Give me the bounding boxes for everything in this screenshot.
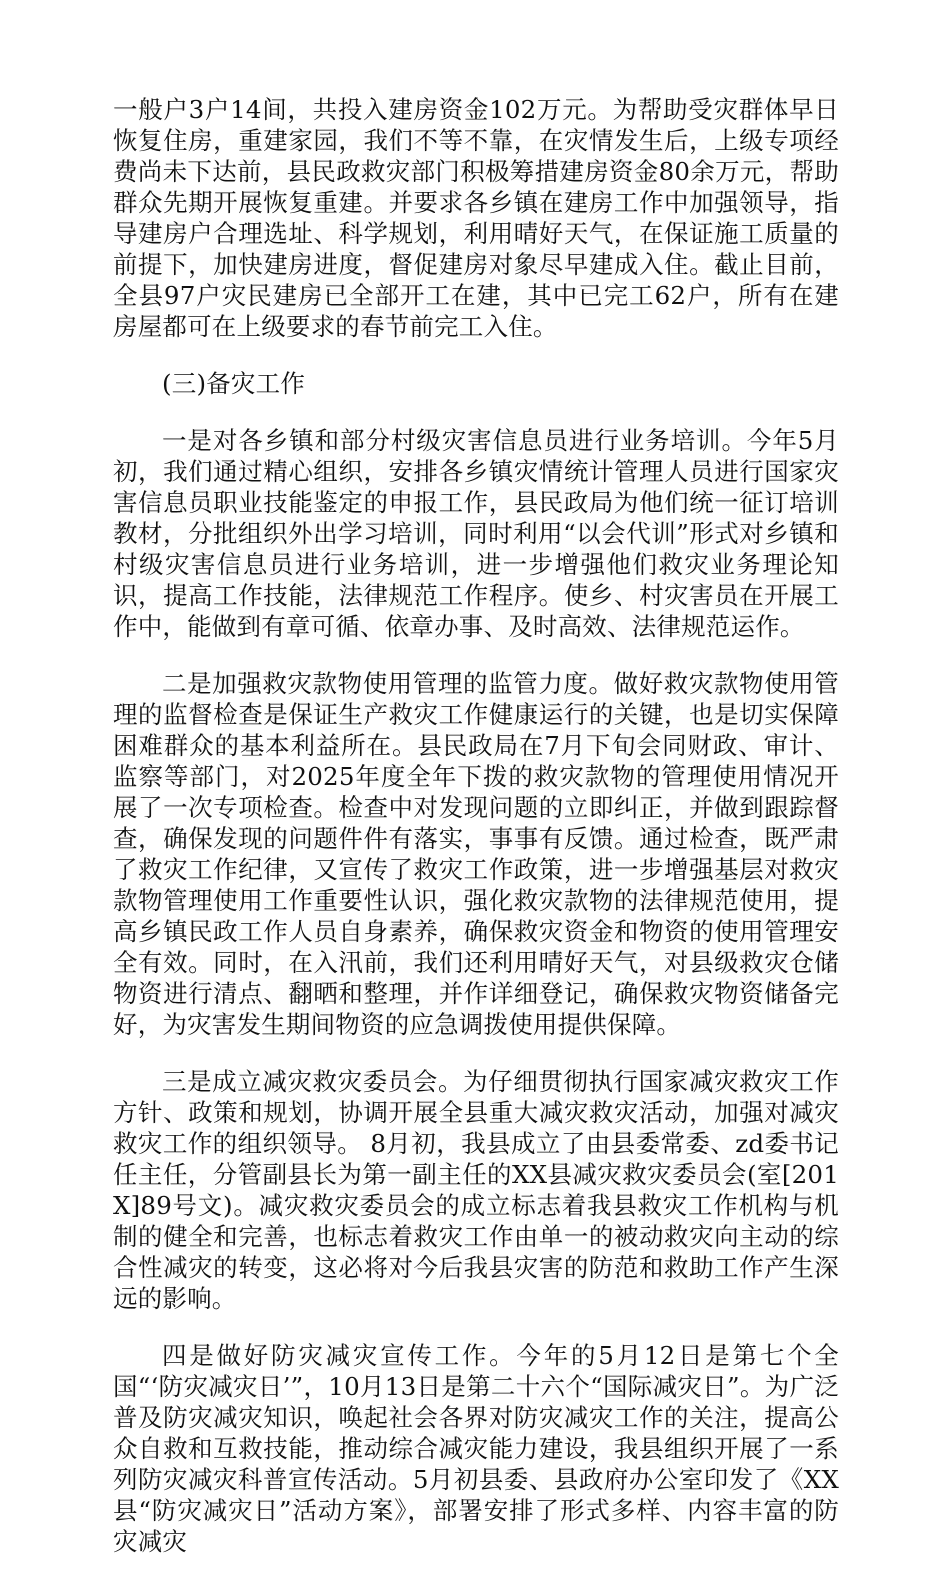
paragraph-information-officer-training: 一是对各乡镇和部分村级灾害信息员进行业务培训。今年5月初，我们通过精心组织，安排各乡镇灾情统计管理人员进行国家灾害信息员职业技能鉴定的申报工作，县民政局为他们统一征订培训教材，分批组织外出学习培训，同时利用“以会代训”形式对乡镇和村级灾害信息员进行业务培训，进一步增强他们救灾业务理论知识，提高工作技能，法律规范工作程序。使乡、村灾害员在开展工作中，能做到有章可循、依章办事、及时高效、法律规范运作。 xyxy=(113,426,839,641)
paragraph-disaster-reduction-committee: 三是成立减灾救灾委员会。为仔细贯彻执行国家减灾救灾工作方针、政策和规划，协调开展全县重大减灾救灾活动，加强对减灾救灾工作的组织领导。 8月初，我县成立了由县委常委、zd委书记任主任，分管副县长为第一副主任的XX县减灾救灾委员会(室[201X]89号文)。减灾救灾委员会的成立标志着我县救灾工作机构与机制的健全和完善，也标志着救灾工作由单一的被动救灾向主动的综合性减灾的转变，这必将对今后我县灾害的防范和救助工作产生深远的影响。 xyxy=(113,1067,839,1313)
paragraph-relief-funds-supervision: 二是加强救灾款物使用管理的监管力度。做好救灾款物使用管理的监督检查是保证生产救灾工作健康运行的关键，也是切实保障困难群众的基本利益所在。县民政局在7月下旬会同财政、审计、监察等部门，对2025年度全年下拨的救灾款物的管理使用情况开展了一次专项检查。检查中对发现问题的立即纠正，并做到跟踪督查，确保发现的问题件件有落实，事事有反馈。通过检查，既严肃了救灾工作纪律，又宣传了救灾工作政策，进一步增强基层对救灾款物管理使用工作重要性认识，强化救灾款物的法律规范使用，提高乡镇民政工作人员自身素养，确保救灾资金和物资的使用管理安全有效。同时，在入汛前，我们还利用晴好天气，对县级救灾仓储物资进行清点、翻晒和整理，并作详细登记，确保救灾物资储备完好，为灾害发生期间物资的应急调拨使用提供保障。 xyxy=(113,669,839,1039)
document-page xyxy=(113,94,839,1583)
section-heading-disaster-preparedness: (三)备灾工作 xyxy=(162,369,306,398)
paragraph-publicity-work: 四是做好防灾减灾宣传工作。今年的5月12日是第七个全国“‘防灾减灾日’”，10月13日是第二十六个“国际减灾日”。为广泛普及防灾减灾知识，唤起社会各界对防灾减灾工作的关注，提高公众自救和互救技能，推动综合减灾能力建设，我县组织开展了一系列防灾减灾科普宣传活动。5月初县委、县政府办公室印发了《XX县“防灾减灾日”活动方案》，部署安排了形式多样、内容丰富的防灾减灾 xyxy=(113,1341,839,1556)
paragraph-housing-reconstruction: 一般户3户14间，共投入建房资金102万元。为帮助受灾群体早日恢复住房，重建家园，我们不等不靠，在灾情发生后，上级专项经费尚未下达前，县民政救灾部门积极筹措建房资金80余万元，帮助群众先期开展恢复重建。并要求各乡镇在建房工作中加强领导，指导建房户合理选址、科学规划，利用晴好天气，在保证施工质量的前提下，加快建房进度，督促建房对象尽早建成入住。截止目前，全县97户灾民建房已全部开工在建，其中已完工62户，所有在建房屋都可在上级要求的春节前完工入住。 xyxy=(113,95,839,341)
